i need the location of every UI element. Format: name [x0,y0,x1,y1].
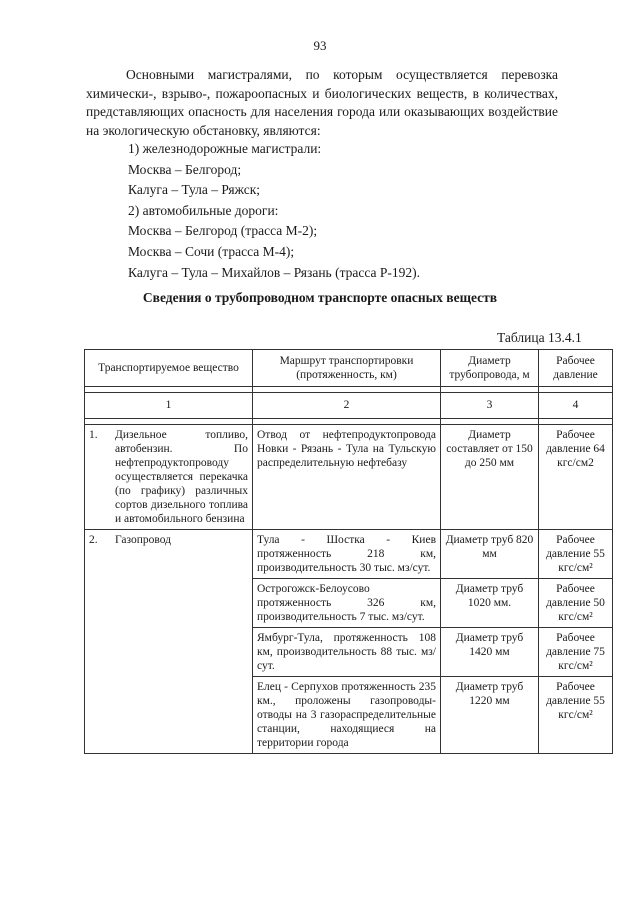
segment-pressure: Рабочее давление 55 кгс/см² [539,530,613,579]
segment-route: Ямбург-Тула, протяженность 108 км, производительность 88 тыс. мз/сут. [253,628,441,677]
table-row [85,425,613,530]
table-caption: Таблица 13.4.1 [497,330,582,345]
page-number: 93 [313,38,327,53]
route-list [128,139,420,283]
intro-text: Основными магистралями, по которым осуществляется перевозка химически-, взрыво-, пожароопасных и биологических веществ, в количествах, представляющих опасность для населения города или оказывающих воздействие на экологическую обстановку, являются: [86,67,558,138]
header-pressure: Рабочее давление [539,350,613,387]
row1-substance-cell [85,425,253,530]
segment-diameter: Диаметр труб 1020 мм. [441,579,539,628]
row1-diameter: Диаметр составляет от 150 до 250 мм [441,425,539,530]
header-diameter: Диаметр трубопровода, м [441,350,539,387]
section-title: Сведения о трубопроводном транспорте опасных веществ [142,290,498,305]
route-line: 2) автомобильные дороги: [128,202,279,218]
route-line: Калуга – Тула – Ряжск; [128,182,261,198]
row-number: 1. [89,429,98,441]
row2-substance-cell [85,530,253,754]
table-row [85,530,613,579]
segment-diameter: Диаметр труб 1420 мм [441,628,539,677]
header-route: Маршрут транспортировки (протяженность, км) [253,350,441,387]
table-header-row [85,350,613,387]
pipeline-table [84,349,613,754]
segment-diameter: Диаметр труб 820 мм [441,530,539,579]
row1-substance: Дизельное топливо, автобензин. По нефтепродуктопроводу осуществляется перекачка (по графику) различных сортов дизельного топлива и автомобильного бензина [115,429,248,525]
segment-pressure: Рабочее давление 50 кгс/см² [539,579,613,628]
route-line: Москва – Сочи (трасса М-4); [128,243,295,259]
column-number: 4 [539,393,613,419]
row2-substance-wrap [89,533,248,547]
segment-diameter: Диаметр труб 1220 мм [441,677,539,754]
route-line: Москва – Белгород (трасса М-2); [128,223,318,239]
row-number: 2. [89,534,98,546]
row1-substance-wrap [89,428,248,526]
route-line: Москва – Белгород; [128,161,242,177]
segment-route: Острогожск-Белоусово протяженность 326 км, производительность 7 тыс. мз/сут. [253,579,441,628]
row2-substance: Газопровод [115,534,171,546]
column-number: 3 [441,393,539,419]
column-number: 2 [253,393,441,419]
route-line: Калуга – Тула – Михайлов – Рязань (трасса Р-192). [128,264,421,280]
row1-pressure: Рабочее давление 64 кгс/см2 [539,425,613,530]
route-line: 1) железнодорожные магистрали: [128,141,322,156]
segment-pressure: Рабочее давление 75 кгс/см² [539,628,613,677]
segment-route: Елец - Серпухов протяженность 235 км., проложены газопроводы-отводы на 3 газораспределительные станции, находящиеся на территории города [253,677,441,754]
column-number: 1 [85,393,253,419]
column-number-row [85,393,613,419]
row1-route: Отвод от нефтепродуктопровода Новки - Рязань - Тула на Тульскую распределительную нефтебазу [253,425,441,530]
segment-pressure: Рабочее давление 55 кгс/см² [539,677,613,754]
segment-route: Тула - Шостка - Киев протяженность 218 км, производительность 30 тыс. мз/сут. [253,530,441,579]
header-substance: Транспортируемое вещество [85,350,253,387]
intro-paragraph [86,66,558,140]
